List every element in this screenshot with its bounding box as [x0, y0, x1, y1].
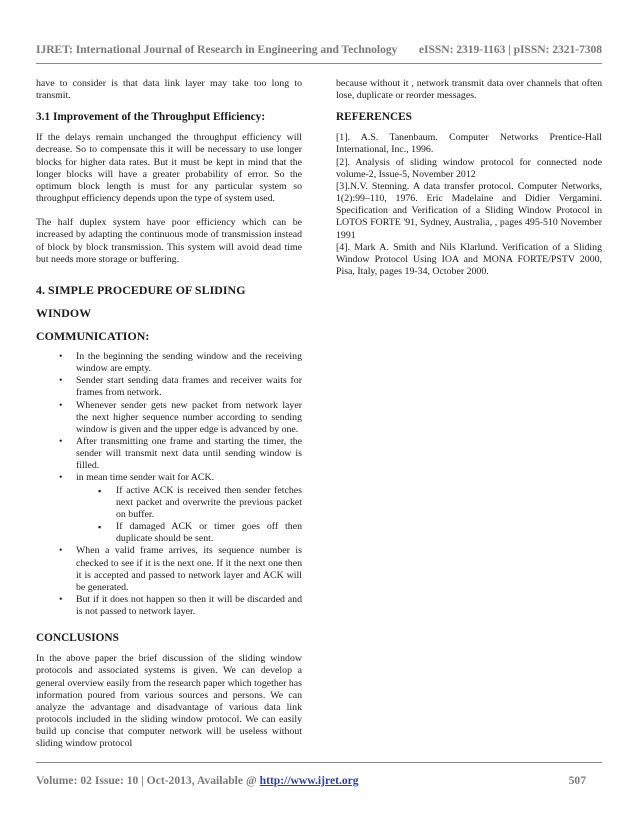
list-item: • After transmitting one frame and starting the timer, the sender will transmit next data until sending window is filled. — [36, 436, 302, 472]
references-heading: REFERENCES — [336, 111, 412, 124]
journal-url-link[interactable]: http://www.ijret.org — [259, 774, 359, 787]
footer-rule — [36, 762, 602, 763]
reference-item: [2]. Analysis of sliding window protocol for connected node volume-2, Issue-5, November 2012 — [336, 156, 602, 180]
ack-sub-list — [76, 485, 302, 546]
section-4-heading — [36, 279, 302, 348]
header-rule — [36, 63, 602, 64]
list-item: • In the beginning the sending window and the receiving window are empty. — [36, 351, 302, 375]
list-item — [36, 472, 302, 545]
right-column — [336, 78, 602, 278]
running-footer — [36, 774, 602, 787]
conclusions-heading: CONCLUSIONS — [36, 632, 119, 645]
section-3-1-paragraph-1: If the delays remain unchanged the throughput efficiency will decrease. So to compensate this it will be necessary to use longer blocks for higher data rates. But it must be kept in mind that the longer blocks will have a greater probability of error. So the optimum block length is must for any particular system so throughput efficiency depends upon the type of system used. — [36, 132, 302, 205]
section-4-heading-line-1: 4. SIMPLE PROCEDURE OF SLIDING WINDOW — [36, 282, 246, 320]
section-3-1-heading: 3.1 Improvement of the Throughput Efficiency: — [36, 111, 266, 124]
left-column — [36, 78, 302, 751]
continuation-text: because without it , network transmit data over channels that often lose, duplicate or reorder messages. — [336, 78, 602, 102]
sub-list-item: ▪ If damaged ACK or timer goes off then duplicate should be sent. — [76, 521, 302, 545]
issn-numbers: eISSN: 2319-1163 | pISSN: 2321-7308 — [418, 43, 602, 56]
sub-list-item: ▪ If active ACK is received then sender fetches next packet and overwrite the previous packet on buffer. — [76, 485, 302, 521]
list-item: • Whenever sender gets new packet from network layer the next higher sequence number according to sending window is given and the upper edge is advanced by one. — [36, 400, 302, 436]
volume-info: Volume: 02 Issue: 10 | Oct-2013, Available @ — [36, 774, 260, 787]
list-item: • When a valid frame arrives, its sequence number is checked to see if it is the next one. If it the next one then it is accepted and passed to network layer and ACK will be generated. — [36, 545, 302, 594]
reference-item: [1]. A.S. Tanenbaum. Computer Networks Prentice-Hall International, Inc., 1996. — [336, 132, 602, 156]
procedure-list — [36, 351, 302, 618]
reference-item: [3].N.V. Stenning. A data transfer protocol. Computer Networks, 1(2):99–110, 1976. Eric Madelaine and Didier Vergamini. Specification and Verification of a Sliding Window Protocol in LOTOS FORTE '91, Sydney, Australia, , pages 495-510 November 1991 — [336, 180, 602, 241]
reference-item: [4]. Mark A. Smith and Nils Klarlund. Verification of a Sliding Window Protocol Using IOA and MONA FORTE/PSTV 2000, Pisa, Italy, pages 19-34, October 2000. — [336, 241, 602, 278]
page-number: 507 — [568, 774, 586, 787]
section-4-heading-line-2: COMMUNICATION: — [36, 328, 150, 343]
references-list — [336, 132, 602, 278]
list-item: • Sender start sending data frames and receiver waits for frames from network. — [36, 375, 302, 399]
journal-name: IJRET: International Journal of Research in Engineering and Technology — [36, 43, 398, 56]
list-item-text: in mean time sender wait for ACK. — [76, 472, 215, 484]
section-3-1-paragraph-2: The half duplex system have poor efficiency which can be increased by adapting the continuous mode of transmission instead of block by block transmission. This system will avoid dead time but needs more storage or buffering. — [36, 217, 302, 265]
running-header — [36, 43, 602, 56]
conclusions-paragraph: In the above paper the brief discussion of the sliding window protocols and associated systems is given. We can develop a general overview easily from the research paper which together has information poured from various sources and persons. We can analyze the advantage and disadvantage of various data link protocols included in the sliding window protocol. We can easily build up concise that computer network will be useless without sliding window protocol — [36, 653, 302, 750]
list-item: • But if it does not happen so then it will be discarded and is not passed to network layer. — [36, 594, 302, 618]
continuation-text: have to consider is that data link layer may take too long to transmit. — [36, 78, 302, 102]
